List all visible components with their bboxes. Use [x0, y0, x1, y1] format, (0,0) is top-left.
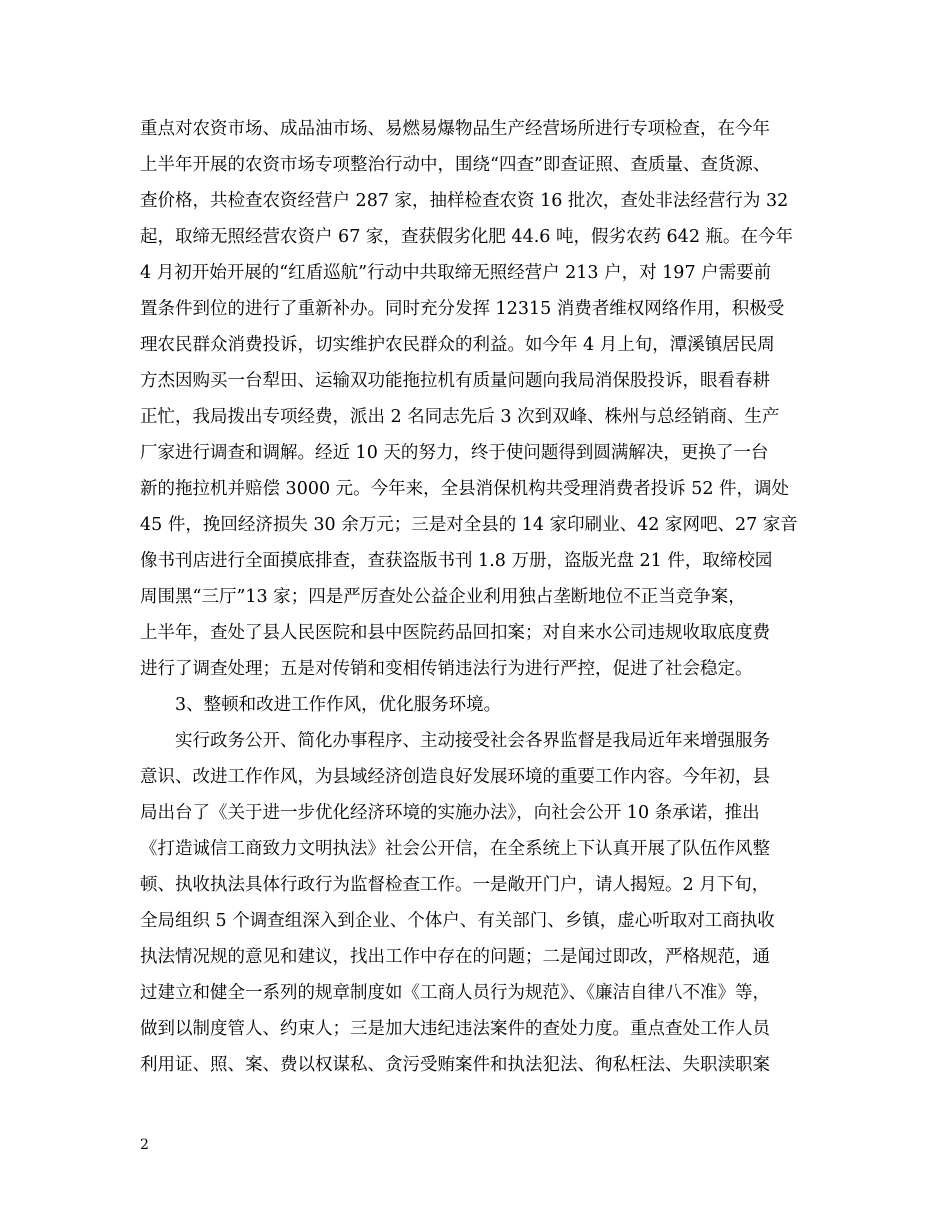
- body-text-line: 《打造诚信工商致力文明执法》社会公开信，在全系统上下认真开展了队伍作风整: [140, 839, 770, 859]
- body-text-line: 理农民群众消费投诉，切实维护农民群众的利益。如今年 4 月上旬，潭溪镇居民周: [140, 335, 775, 355]
- body-text-line: 方杰因购买一台犁田、运输双功能拖拉机有质量问题向我局消保股投诉，眼看春耕: [140, 371, 770, 391]
- body-text-line: 查价格，共检查农资经营户 287 家，抽样检查农资 16 批次，查处非法经营行为 32: [140, 191, 789, 211]
- body-text-line: 重点对农资市场、成品油市场、易燃易爆物品生产经营场所进行专项检查，在今年: [140, 119, 770, 139]
- body-text-line: 置条件到位的进行了重新补办。同时充分发挥 12315 消费者维权网络作用，积极受: [140, 299, 785, 319]
- body-text-line: 进行了调查处理；五是对传销和变相传销违法行为进行严控，促进了社会稳定。: [140, 659, 753, 679]
- body-text-line: 顿、执收执法具体行政行为监督检查工作。一是敞开门户，请人揭短。2 月下旬，: [140, 875, 770, 895]
- body-text-line: 过建立和健全一系列的规章制度如《工商人员行为规范》、《廉洁自律八不准》等，: [140, 983, 770, 1003]
- body-text-line: 45 件，挽回经济损失 30 余万元；三是对全县的 14 家印刷业、42 家网吧、27 家音: [140, 515, 798, 535]
- page-number: 2: [140, 1137, 149, 1153]
- body-text-line: 上半年开展的农资市场专项整治行动中，围绕“四查”即查证照、查质量、查货源、: [140, 155, 771, 175]
- paragraph-start-line: 实行政务公开、简化办事程序、主动接受社会各界监督是我局近年来增强服务: [175, 731, 770, 751]
- body-text-line: 意识、改进工作作风，为县域经济创造良好发展环境的重要工作内容。今年初，县: [140, 767, 770, 787]
- body-text-line: 全局组织 5 个调查组深入到企业、个体户、有关部门、乡镇，虚心听取对工商执收: [140, 911, 775, 931]
- section-heading: 3、整顿和改进工作作风，优化服务环境。: [175, 695, 502, 715]
- body-text-line: 正忙，我局拨出专项经费，派出 2 名同志先后 3 次到双峰、株州与总经销商、生产: [140, 407, 780, 427]
- body-text-line: 周围黑“三厅”13 家；四是严厉查处公益企业利用独占垄断地位不正当竞争案，: [140, 587, 746, 607]
- body-text-line: 利用证、照、案、费以权谋私、贪污受贿案件和执法犯法、徇私枉法、失职渎职案: [140, 1055, 770, 1075]
- body-text-line: 起，取缔无照经营农资户 67 家，查获假劣化肥 44.6 吨，假劣农药 642 瓶。在今年: [140, 227, 794, 247]
- body-text-line: 执法情况规的意见和建议，找出工作中存在的问题；二是闻过即改，严格规范，通: [140, 947, 770, 967]
- body-text-line: 4 月初开始开展的“红盾巡航”行动中共取缔无照经营户 213 户，对 197 户需要前: [140, 263, 772, 283]
- body-text-line: 局出台了《关于进一步优化经济环境的实施办法》，向社会公开 10 条承诺，推出: [140, 803, 760, 823]
- body-text-line: 上半年，查处了县人民医院和县中医院药品回扣案；对自来水公司违规收取底度费: [140, 623, 770, 643]
- body-text-line: 厂家进行调查和调解。经近 10 天的努力，终于使问题得到圆满解决，更换了一台: [140, 443, 769, 463]
- body-text-line: 像书刊店进行全面摸底排查，查获盗版书刊 1.8 万册，盗版光盘 21 件，取缔校园: [140, 551, 773, 571]
- body-text-line: 新的拖拉机并赔偿 3000 元。今年来，全县消保机构共受理消费者投诉 52 件，调处: [140, 479, 790, 499]
- body-text-line: 做到以制度管人、约束人；三是加大违纪违法案件的查处力度。重点查处工作人员: [140, 1019, 770, 1039]
